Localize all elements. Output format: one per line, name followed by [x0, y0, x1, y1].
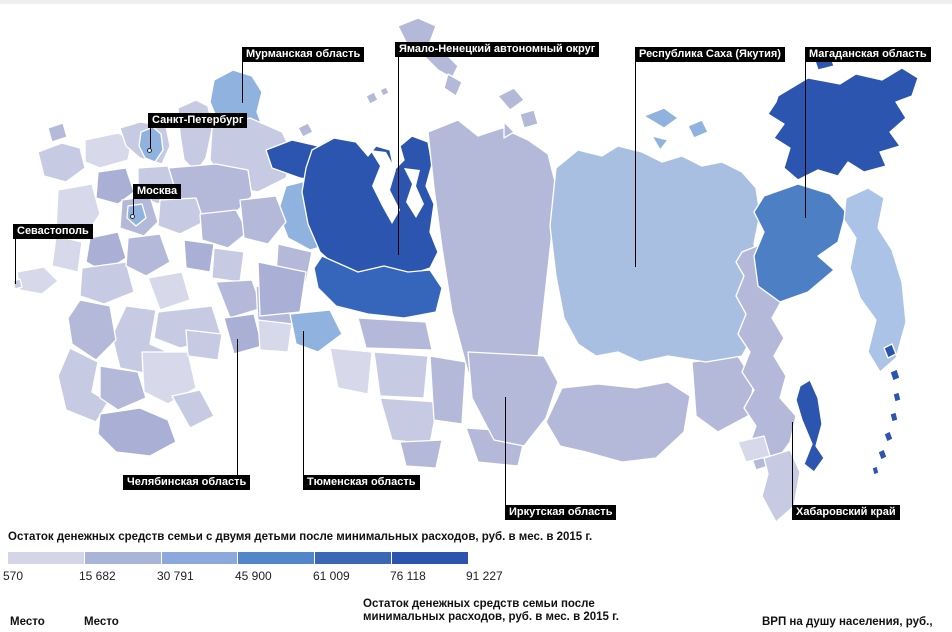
region-sverdlovsk	[258, 262, 306, 316]
region-kamchatka	[844, 188, 906, 372]
region-voronezh	[80, 262, 134, 304]
region-buryatia-zabaikal	[546, 382, 690, 462]
legend-tick-1: 15 682	[79, 569, 116, 583]
callout-label-irkutsk: Иркутская область	[505, 505, 616, 520]
region-altai-krai	[380, 398, 438, 444]
islands-kuril-7	[872, 466, 879, 475]
legend-swatch-4	[238, 552, 314, 564]
island-new-siberian-3	[652, 136, 668, 150]
region-kaliningrad	[48, 123, 67, 142]
callout-label-tyumen: Тюменская область	[303, 475, 420, 490]
island-vaigach	[298, 123, 313, 137]
callout-line-moscow	[133, 198, 134, 215]
legend-title: Остаток денежных средств семьи с двумя детьми после минимальных расходов, руб. в мес. в 2015 г.	[8, 531, 593, 543]
region-chelyabinsk	[224, 314, 262, 354]
callout-label-khabarovsk: Хабаровский край	[792, 505, 900, 520]
island-new-siberian-2	[688, 120, 708, 138]
legend-swatch-6	[392, 552, 468, 564]
legend-tick-4: 61 009	[313, 569, 350, 583]
table-header-remainder: Остаток денежных средств семьи после минимальных расходов, руб. в мес. в 2015 г.	[363, 598, 619, 623]
region-vladimir	[158, 198, 204, 234]
region-tyumen	[290, 310, 342, 352]
callout-line-yanao	[398, 56, 399, 255]
region-omsk	[330, 348, 372, 394]
legend-swatch-3	[162, 552, 238, 564]
islands-kuril-3	[893, 392, 901, 402]
island-novaya-zemlya-2	[444, 74, 462, 96]
legend-swatch-1	[8, 552, 84, 564]
island-franz-josef-1	[366, 92, 378, 104]
callout-label-magadan: Магаданская область	[805, 47, 931, 62]
legend-swatch-5	[315, 552, 391, 564]
callout-label-sakha: Республика Саха (Якутия)	[635, 47, 785, 62]
region-astrakhan	[172, 390, 214, 428]
legend-tick-0: 570	[3, 569, 24, 583]
region-altai-rep	[400, 440, 442, 468]
callout-label-yanao: Ямало-Ненецкий автономный округ	[395, 42, 599, 57]
callout-line-tyumen	[303, 331, 304, 475]
callout-label-spb: Санкт-Петербург	[148, 113, 247, 128]
region-crimea	[17, 267, 58, 294]
region-orenburg	[186, 330, 222, 360]
region-yakutia	[550, 146, 760, 362]
table-header-grp: ВРП на душу населения, руб.,	[762, 616, 933, 628]
table-header-rank-2: Место	[84, 616, 119, 628]
island-sev-zemlya-1	[498, 88, 524, 110]
callout-line-sakha	[635, 61, 636, 267]
islands-kuril-5	[884, 431, 893, 442]
region-karelia	[178, 100, 212, 172]
callout-line-murmansk	[242, 61, 243, 103]
region-ulyanovsk	[212, 248, 244, 282]
islands-kuril-2	[890, 369, 900, 381]
island-franz-josef-2	[380, 87, 389, 96]
callout-line-magadan	[805, 61, 806, 218]
region-magadan	[754, 184, 846, 302]
islands-kuril-4	[890, 412, 898, 422]
callout-marker-spb	[147, 148, 152, 153]
region-kurgan	[258, 320, 292, 352]
callout-line-khabarovsk	[792, 422, 793, 505]
callout-line-irkutsk	[505, 397, 506, 505]
region-kirov	[240, 196, 286, 244]
island-sev-zemlya-2	[520, 110, 538, 128]
legend-tick-2: 30 791	[157, 569, 194, 583]
legend-swatch-2	[85, 552, 161, 564]
islands-kuril-6	[878, 449, 887, 460]
region-novosibirsk	[374, 352, 428, 398]
region-oryol	[52, 236, 82, 272]
region-tambov	[148, 272, 190, 310]
table-header-rank-1: Место	[10, 616, 45, 628]
callout-label-murmansk: Мурманская область	[242, 47, 364, 62]
region-kemerovo	[430, 356, 466, 424]
region-nizhny	[200, 210, 248, 248]
region-ryazan	[126, 234, 170, 276]
callout-label-chelyabinsk: Челябинская область	[123, 475, 250, 490]
region-chukotka	[768, 68, 918, 180]
callout-label-moscow: Москва	[133, 184, 181, 199]
legend-tick-3: 45 900	[235, 569, 272, 583]
region-samara	[216, 280, 262, 318]
callout-line-spb	[150, 127, 151, 149]
callout-label-sevastopol: Севастополь	[13, 224, 93, 239]
callout-line-sevastopol	[15, 238, 16, 284]
callout-marker-moscow	[130, 214, 135, 219]
callout-line-chelyabinsk	[237, 339, 238, 475]
region-caucasus	[98, 408, 176, 456]
island-new-siberian-1	[644, 108, 678, 128]
region-sakhalin	[796, 380, 824, 472]
region-mordovia	[184, 240, 214, 272]
region-tomsk	[358, 318, 432, 350]
region-pskov	[38, 143, 85, 182]
legend-tick-5: 76 118	[390, 569, 426, 583]
legend-color-scale	[8, 552, 468, 564]
legend-tick-6: 91 227	[466, 569, 503, 583]
